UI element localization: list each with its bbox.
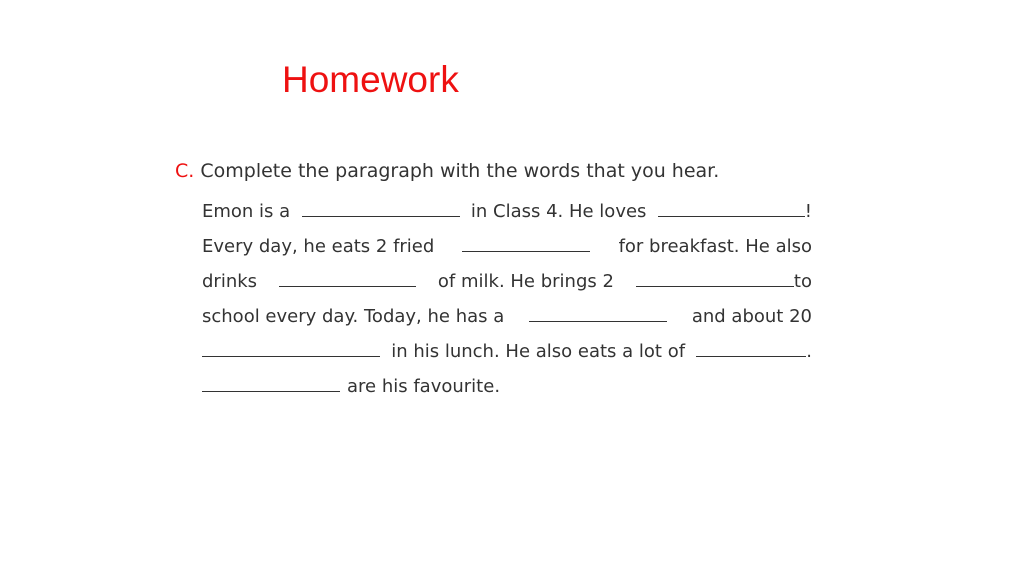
text-segment: . bbox=[806, 341, 812, 362]
text-segment: for breakfast. He also bbox=[618, 236, 812, 257]
paragraph-line-3 bbox=[202, 270, 812, 294]
text-segment: in his lunch. He also eats a lot of bbox=[391, 341, 686, 362]
homework-title: Homework bbox=[282, 59, 459, 100]
text-segment: to bbox=[793, 271, 812, 292]
text-segment: drinks bbox=[202, 271, 258, 292]
paragraph-line-1 bbox=[202, 200, 812, 224]
text-segment: ! bbox=[804, 201, 812, 222]
answer-blank-6[interactable] bbox=[529, 306, 667, 322]
instruction bbox=[175, 159, 719, 183]
text-segment: and about 20 bbox=[691, 306, 812, 327]
paragraph-line-4 bbox=[202, 305, 812, 329]
paragraph-line-6 bbox=[202, 375, 812, 399]
answer-blank-8[interactable] bbox=[696, 341, 806, 357]
answer-blank-4[interactable] bbox=[279, 271, 416, 287]
text-segment: Emon is a bbox=[202, 201, 291, 222]
answer-blank-2[interactable] bbox=[658, 201, 805, 217]
text-segment: of milk. He brings 2 bbox=[437, 271, 614, 292]
answer-blank-3[interactable] bbox=[462, 236, 590, 252]
answer-blank-1[interactable] bbox=[302, 201, 460, 217]
exercise-letter: C. bbox=[175, 160, 195, 182]
paragraph-line-5 bbox=[202, 340, 812, 364]
answer-blank-9[interactable] bbox=[202, 376, 340, 392]
text-segment: in Class 4. He loves bbox=[470, 201, 647, 222]
instruction-text: Complete the paragraph with the words that you hear. bbox=[200, 160, 720, 182]
text-segment: school every day. Today, he has a bbox=[202, 306, 505, 327]
answer-blank-7[interactable] bbox=[202, 341, 380, 357]
answer-blank-5[interactable] bbox=[636, 271, 794, 287]
text-segment: Every day, he eats 2 fried bbox=[202, 236, 435, 257]
text-segment: are his favourite. bbox=[347, 376, 501, 397]
paragraph-line-2 bbox=[202, 235, 812, 259]
